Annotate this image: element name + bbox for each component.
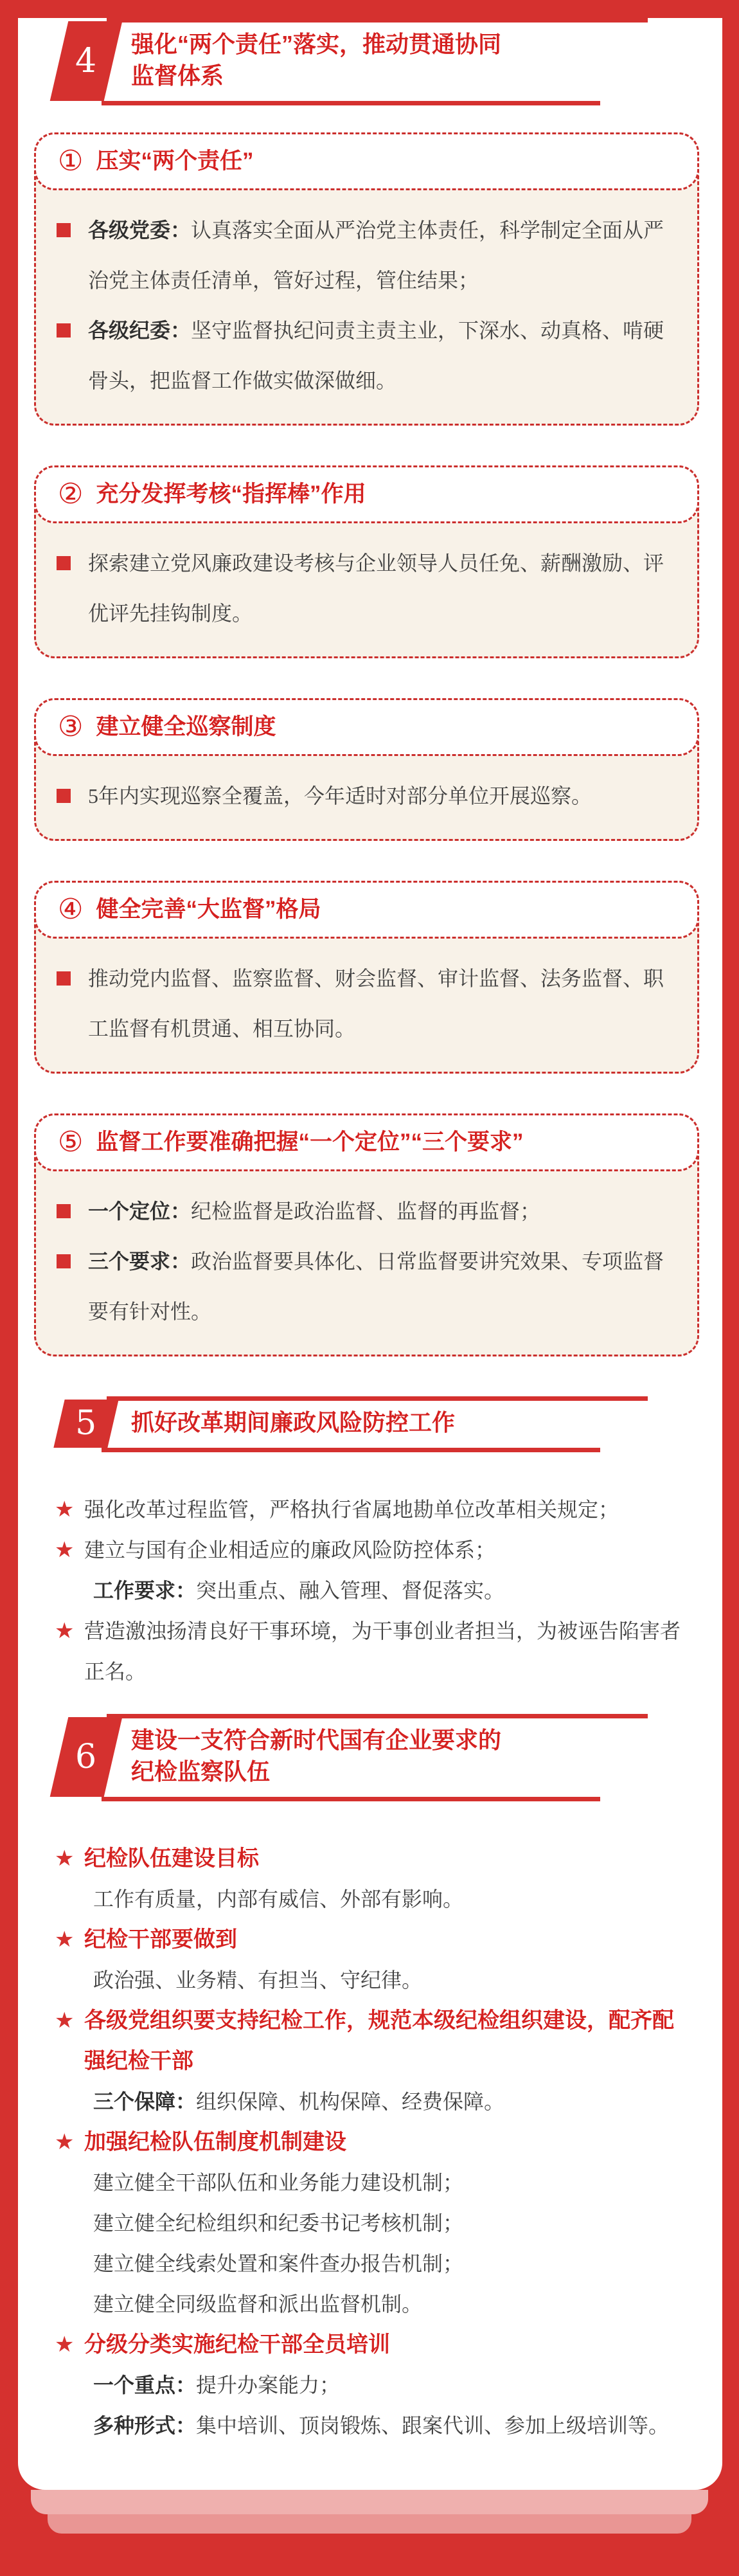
sub-text: 建立健全线索处置和案件查办报告机制； — [93, 2251, 464, 2275]
bullet-body: 政治监督要具体化、日常监督要讲究效果、专项监督要有针对性。 — [88, 1249, 664, 1323]
star-heading — [55, 1920, 693, 1960]
card-title: 压实“两个责任” — [96, 148, 254, 174]
star-text: 营造激浊扬清良好干事环境，为干事创业者担当，为被诬告陷害者正名。 — [84, 1619, 681, 1683]
section-title-line: 抓好改革期间廉政风险防控工作 — [131, 1409, 456, 1436]
bullet-text — [88, 205, 670, 305]
section-title — [131, 23, 722, 100]
card-title: 建立健全巡察制度 — [96, 714, 276, 739]
sub-item — [93, 1960, 693, 2001]
section-5-list — [55, 1490, 693, 1692]
section-title-line: 监督体系 — [131, 62, 224, 89]
bullet-body: 探索建立党风廉政建设考核与企业领导人员任免、薪酬激励、评优评先挂钩制度。 — [88, 551, 664, 625]
sub-text: 建立健全干部队伍和业务能力建设机制； — [93, 2170, 464, 2194]
section-title-line: 强化“两个责任”落实，推动贯通协同 — [131, 31, 502, 57]
star-heading — [55, 1839, 693, 1879]
star-heading-text: 纪检干部要做到 — [84, 1927, 237, 1952]
section-number-badge — [53, 1400, 118, 1448]
card-1-header — [34, 132, 699, 190]
star-heading — [55, 2122, 693, 2163]
header-bottom-rule — [102, 1797, 600, 1801]
card-1 — [34, 132, 699, 426]
section-number-badge — [50, 1717, 123, 1797]
card-title: 监督工作要准确把握“一个定位”“三个要求” — [96, 1129, 524, 1155]
stacked-page-edge-1 — [31, 2490, 708, 2514]
star-item — [55, 1490, 693, 1530]
star-icon: ★ — [55, 1618, 75, 1643]
card-4 — [34, 881, 699, 1074]
section-title-line: 建设一支符合新时代国有企业要求的 — [131, 1726, 502, 1753]
sub-text: 集中培训、顶岗锻炼、跟案代训、参加上级培训等。 — [196, 2413, 670, 2437]
sub-text: 组织保障、机构保障、经费保障。 — [196, 2089, 505, 2113]
star-heading-text: 加强纪检队伍制度机制建设 — [84, 2129, 346, 2154]
square-bullet-icon — [57, 1204, 71, 1218]
sub-lead: 多种形式： — [93, 2413, 197, 2437]
card-2-header — [34, 465, 699, 523]
card-4-header — [34, 881, 699, 939]
sub-text: 提升办案能力； — [196, 2373, 341, 2397]
square-bullet-icon — [57, 971, 71, 986]
sub-item — [93, 1571, 693, 1611]
section-number: 5 — [75, 1404, 97, 1443]
section-6-header — [18, 1714, 722, 1801]
bullet-text — [88, 1236, 670, 1337]
sub-text: 建立健全纪检组织和纪委书记考核机制； — [93, 2211, 464, 2235]
card-title: 健全完善“大监督”格局 — [96, 896, 321, 922]
bullet-item — [57, 305, 670, 406]
sub-text: 建立健全同级监督和派出监督机制。 — [93, 2292, 423, 2316]
header-bottom-rule — [102, 101, 600, 105]
bullet-text — [88, 953, 670, 1054]
square-bullet-icon — [57, 789, 71, 803]
star-item — [55, 1530, 693, 1571]
sub-item — [93, 2082, 693, 2122]
section-number: 4 — [75, 41, 97, 80]
section-title — [131, 1401, 722, 1446]
card-3-body — [36, 754, 697, 839]
star-icon: ★ — [55, 1927, 75, 1952]
circled-number-icon: ④ — [58, 893, 84, 925]
header-top-rule — [107, 18, 648, 23]
circled-number-icon: ⑤ — [58, 1126, 84, 1158]
sub-item — [93, 2406, 693, 2446]
sub-lead: 三个保障： — [93, 2089, 197, 2113]
bullet-text — [88, 538, 670, 638]
header-top-rule — [107, 1396, 648, 1401]
bullet-text — [88, 1186, 540, 1236]
content-card — [18, 18, 722, 2490]
square-bullet-icon — [57, 556, 71, 570]
card-2 — [34, 465, 699, 658]
section-5-header — [18, 1396, 722, 1452]
star-icon: ★ — [55, 2332, 75, 2357]
sub-text: 突出重点、融入管理、督促落实。 — [196, 1578, 505, 1602]
section-number: 6 — [75, 1737, 97, 1776]
bullet-item — [57, 205, 670, 305]
poster-page — [0, 18, 739, 2576]
sub-lead: 工作要求： — [93, 1578, 197, 1602]
card-2-body — [36, 521, 697, 656]
star-heading — [55, 2001, 693, 2082]
card-title: 充分发挥考核“指挥棒”作用 — [96, 481, 366, 507]
star-heading-text: 各级党组织要支持纪检工作，规范本级纪检组织建设，配齐配强纪检干部 — [84, 2008, 674, 2073]
star-icon: ★ — [55, 1846, 75, 1871]
star-item — [55, 1611, 693, 1692]
bullet-item — [57, 1186, 670, 1236]
star-text: 建立与国有企业相适应的廉政风险防控体系； — [84, 1538, 496, 1562]
bullet-lead: 三个要求： — [88, 1249, 191, 1273]
sub-item — [93, 2244, 693, 2284]
sub-text: 政治强、业务精、有担当、守纪律。 — [93, 1968, 423, 1992]
section-4-header — [18, 18, 722, 105]
bullet-body: 推动党内监督、监察监督、财会监督、审计监督、法务监督、职工监督有机贯通、相互协同。 — [88, 966, 664, 1040]
sub-item — [93, 2284, 693, 2325]
square-bullet-icon — [57, 223, 71, 237]
card-4-body — [36, 937, 697, 1072]
star-heading — [55, 2325, 693, 2365]
bullet-body: 认真落实全面从严治党主体责任，科学制定全面从严治党主体责任清单，管好过程，管住结果； — [88, 218, 664, 292]
star-text: 强化改革过程监管，严格执行省属地勘单位改革相关规定； — [84, 1497, 619, 1521]
card-5-header — [34, 1113, 699, 1171]
header-top-rule — [107, 1714, 648, 1718]
star-heading-text: 纪检队伍建设目标 — [84, 1846, 259, 1871]
card-5 — [34, 1113, 699, 1356]
card-3 — [34, 698, 699, 841]
sub-text: 工作有质量，内部有威信、外部有影响。 — [93, 1887, 464, 1911]
bullet-item — [57, 538, 670, 638]
sub-item — [93, 2203, 693, 2244]
sub-item — [93, 2163, 693, 2203]
bullet-text — [88, 771, 592, 821]
circled-number-icon: ③ — [58, 710, 84, 743]
star-icon: ★ — [55, 2129, 75, 2154]
header-bottom-rule — [102, 1448, 600, 1452]
star-icon: ★ — [55, 1497, 75, 1522]
section-number-badge — [50, 21, 123, 101]
bullet-lead: 各级纪委： — [88, 318, 191, 342]
card-1-body — [36, 188, 697, 424]
star-icon: ★ — [55, 1537, 75, 1562]
sub-item — [93, 1879, 693, 1920]
bullet-item — [57, 1236, 670, 1337]
bullet-text — [88, 305, 670, 406]
sub-item — [93, 2365, 693, 2406]
bullet-item — [57, 953, 670, 1054]
section-title — [131, 1718, 722, 1796]
bullet-body: 坚守监督执纪问责主责主业，下深水、动真格、啃硬骨头，把监督工作做实做深做细。 — [88, 318, 664, 392]
stacked-page-edge-2 — [48, 2514, 691, 2534]
sub-lead: 一个重点： — [93, 2373, 197, 2397]
square-bullet-icon — [57, 1254, 71, 1268]
bullet-lead: 各级党委： — [88, 218, 191, 242]
bullet-item — [57, 771, 670, 821]
circled-number-icon: ② — [58, 478, 84, 510]
star-icon: ★ — [55, 2008, 75, 2033]
section-6-list — [55, 1839, 693, 2446]
circled-number-icon: ① — [58, 145, 84, 177]
bullet-body: 纪检监督是政治监督、监督的再监督； — [191, 1199, 541, 1223]
section-title-line: 纪检监察队伍 — [131, 1758, 271, 1785]
square-bullet-icon — [57, 323, 71, 338]
card-5-body — [36, 1169, 697, 1355]
bullet-lead: 一个定位： — [88, 1199, 191, 1223]
card-3-header — [34, 698, 699, 756]
star-heading-text: 分级分类实施纪检干部全员培训 — [84, 2332, 390, 2357]
bullet-body: 5年内实现巡察全覆盖，今年适时对部分单位开展巡察。 — [88, 784, 592, 807]
